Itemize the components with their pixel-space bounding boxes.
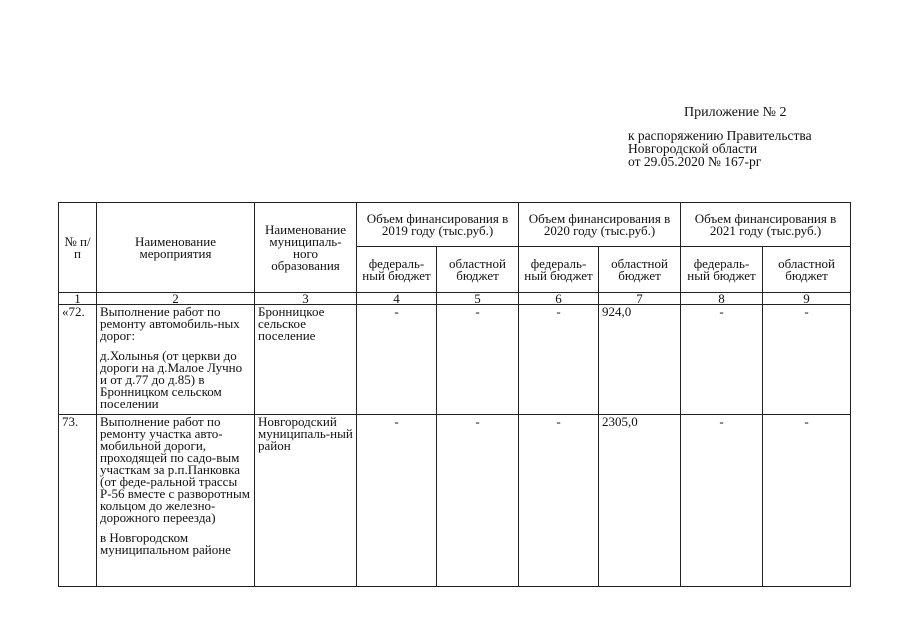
header-2021: Объем финансирования в 2021 году (тыс.руб.) xyxy=(681,203,851,247)
appendix-title: Приложение № 2 xyxy=(684,105,787,120)
value-cell: 2305,0 xyxy=(599,415,681,587)
column-number: 6 xyxy=(519,293,599,305)
value-cell: - xyxy=(357,415,437,587)
column-number: 8 xyxy=(681,293,763,305)
value-cell: - xyxy=(763,415,851,587)
header-federal-2019: федераль-ный бюджет xyxy=(357,247,437,293)
header-regional-2020: областной бюджет xyxy=(599,247,681,293)
row-number: «72. xyxy=(59,305,97,415)
header-num: № п/п xyxy=(59,203,97,293)
event-text: Выполнение работ по ремонту автомобиль-ных дорог: xyxy=(100,304,240,343)
appendix-line: Новгородской области xyxy=(628,141,758,156)
value-cell: - xyxy=(519,305,599,415)
header-federal-2021: федераль-ный бюджет xyxy=(681,247,763,293)
column-number: 1 xyxy=(59,293,97,305)
value-cell: 924,0 xyxy=(599,305,681,415)
municipality-cell: Бронницкое сельское поселение xyxy=(255,305,357,415)
header-federal-2020: федераль-ный бюджет xyxy=(519,247,599,293)
column-number: 3 xyxy=(255,293,357,305)
column-number: 5 xyxy=(437,293,519,305)
column-number: 4 xyxy=(357,293,437,305)
value-cell: - xyxy=(681,305,763,415)
header-municipality: Наименование муниципаль-ного образования xyxy=(255,203,357,293)
value-cell: - xyxy=(437,415,519,587)
header-regional-2021: областной бюджет xyxy=(763,247,851,293)
value-cell: - xyxy=(357,305,437,415)
value-cell: - xyxy=(519,415,599,587)
municipality-cell: Новгородский муниципаль-ный район xyxy=(255,415,357,587)
header-event: Наименование мероприятия xyxy=(97,203,255,293)
column-number: 2 xyxy=(97,293,255,305)
column-number: 9 xyxy=(763,293,851,305)
event-location: в Новгородском муниципальном районе xyxy=(100,530,231,557)
column-number: 7 xyxy=(599,293,681,305)
appendix-block xyxy=(628,106,888,168)
value-cell: - xyxy=(437,305,519,415)
value-cell: - xyxy=(681,415,763,587)
event-location: д.Холынья (от церкви до дороги на д.Малое Лучно и от д.77 до д.85) в Бронницком сельском поселении xyxy=(100,348,243,411)
header-2019: Объем финансирования в 2019 году (тыс.руб.) xyxy=(357,203,519,247)
event-cell xyxy=(97,305,255,415)
appendix-line: от 29.05.2020 № 167-рг xyxy=(628,154,762,169)
event-cell xyxy=(97,415,255,587)
column-number-row xyxy=(59,293,851,305)
header-regional-2019: областной бюджет xyxy=(437,247,519,293)
table-row xyxy=(59,415,851,587)
header-2020: Объем финансирования в 2020 году (тыс.руб.) xyxy=(519,203,681,247)
row-number: 73. xyxy=(59,415,97,587)
event-text: Выполнение работ по ремонту участка авто-мобильной дороги, проходящей по садо-вым участкам за р.п.Панковка (от феде-ральной трассы Р-56 вместе с разворотным кольцом до железно-дорожного переезда) xyxy=(100,414,250,525)
financing-table xyxy=(58,202,851,587)
table-row xyxy=(59,305,851,415)
appendix-line: к распоряжению Правительства xyxy=(628,128,812,143)
value-cell: - xyxy=(763,305,851,415)
